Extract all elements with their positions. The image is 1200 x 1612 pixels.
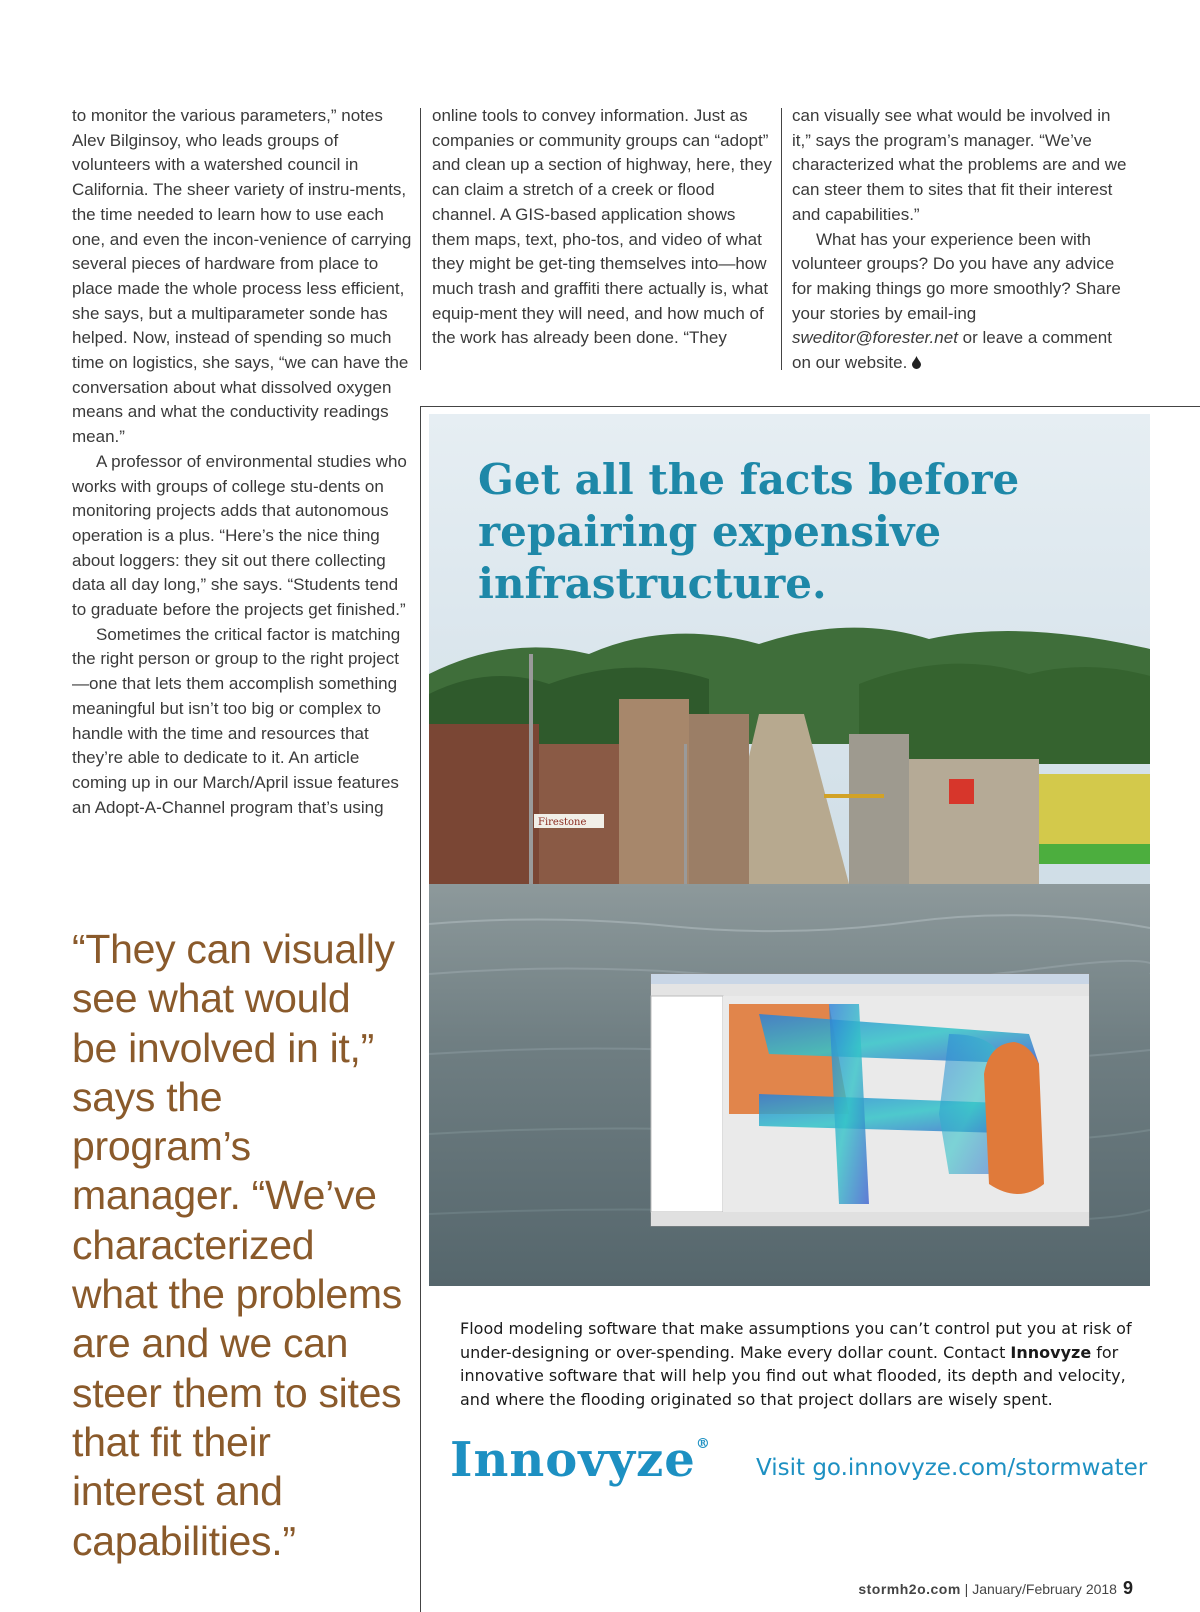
ad-brand-name: Innovyze xyxy=(1010,1342,1092,1362)
ad-body-text xyxy=(460,1317,1150,1411)
registered-mark: ® xyxy=(695,1436,711,1452)
ad-body-part: Flood modeling software that make assumptions you can’t control put you at risk of under-designing or over-spending. Make every dollar count. Contact xyxy=(460,1319,1132,1362)
page-number: 9 xyxy=(1122,1578,1133,1598)
water-drop-icon xyxy=(912,356,921,369)
paragraph: to monitor the various parameters,” notes Alev Bilginsoy, who leads groups of volunteers with a watershed council in California. The sheer variety of instru-ments, the time needed to learn how to use each one, and even the incon-venience of carrying several pieces of hardware from place to place made the whole process less efficient, she says, but a multiparameter sonde has helped. Now, instead of spending so much time on logistics, she says, “we can have the conversation about what dissolved oxygen means and what the conductivity readings mean.” xyxy=(72,106,412,447)
page-footer xyxy=(858,1578,1133,1599)
article-column-1 xyxy=(72,104,412,820)
paragraph: can visually see what would be involved in it,” says the program’s manager. “We’ve characterized what the problems are and we can steer them to sites that fit their interest and capabilities.” xyxy=(792,106,1127,224)
paragraph xyxy=(792,228,1132,376)
article-column-3 xyxy=(792,104,1132,376)
paragraph-text: What has your experience been with volunteer groups? Do you have any advice for making things go more smoothly? Share your stories by email-ing xyxy=(792,229,1121,323)
column-divider xyxy=(781,108,782,370)
ad-body-part: for innovative software that will help you find out what flooded, its depth and velocity, and where the flooding originated so that project dollars are wisely spent. xyxy=(460,1342,1126,1409)
paragraph: online tools to convey information. Just as companies or community groups can “adopt” and clean up a section of highway, here, they can claim a stretch of a creek or flood channel. A GIS-based application shows them maps, text, pho-tos, and video of what they might be get-ting themselves into—how much trash and graffiti there actually is, what equip-ment they will need, and how much of the work has already been done. “They xyxy=(432,106,772,348)
ad-headline: Get all the facts before repairing expensive infrastructure. xyxy=(478,455,1020,608)
firestone-sign: Firestone xyxy=(538,817,587,828)
logo-text: Innovyze xyxy=(450,1432,696,1488)
paragraph: Sometimes the critical factor is matching the right person or group to the right project—one that lets them accomplish something meaningful but isn’t too big or complex to handle with the time and resources that they’re able to dedicate to it. An article coming up in our March/April issue features an Adopt-A-Channel program that’s using xyxy=(72,624,401,817)
column-divider xyxy=(420,108,421,370)
editor-email-link[interactable]: sweditor@forester.net xyxy=(792,328,958,348)
article-column-2 xyxy=(432,104,772,351)
ad-visit-link[interactable]: Visit go.innovyze.com/stormwater xyxy=(756,1455,1148,1481)
software-screenshot xyxy=(651,974,1089,1226)
paragraph: A professor of environmental studies who works with groups of college stu-dents on monitoring projects adds that autonomous operation is a plus. “Here’s the nice thing about loggers: they sit out there collecting data all day long,” she says. “Students tend to graduate before the projects get finished.” xyxy=(72,451,407,620)
footer-issue: January/February 2018 xyxy=(972,1581,1117,1597)
footer-site[interactable]: stormh2o.com xyxy=(858,1581,961,1597)
ad-frame xyxy=(420,406,421,1612)
footer-separator: | xyxy=(960,1581,973,1597)
pull-quote: “They can visually see what would be involved in it,” says the program’s manager. “We’ve characterized what the problems are and we can steer them to sites that fit their interest and capabilities.” xyxy=(72,926,402,1564)
paragraph-text: or leave a comment on our website. xyxy=(792,328,1112,373)
ad-frame xyxy=(420,406,1200,407)
innovyze-logo[interactable] xyxy=(450,1432,711,1488)
